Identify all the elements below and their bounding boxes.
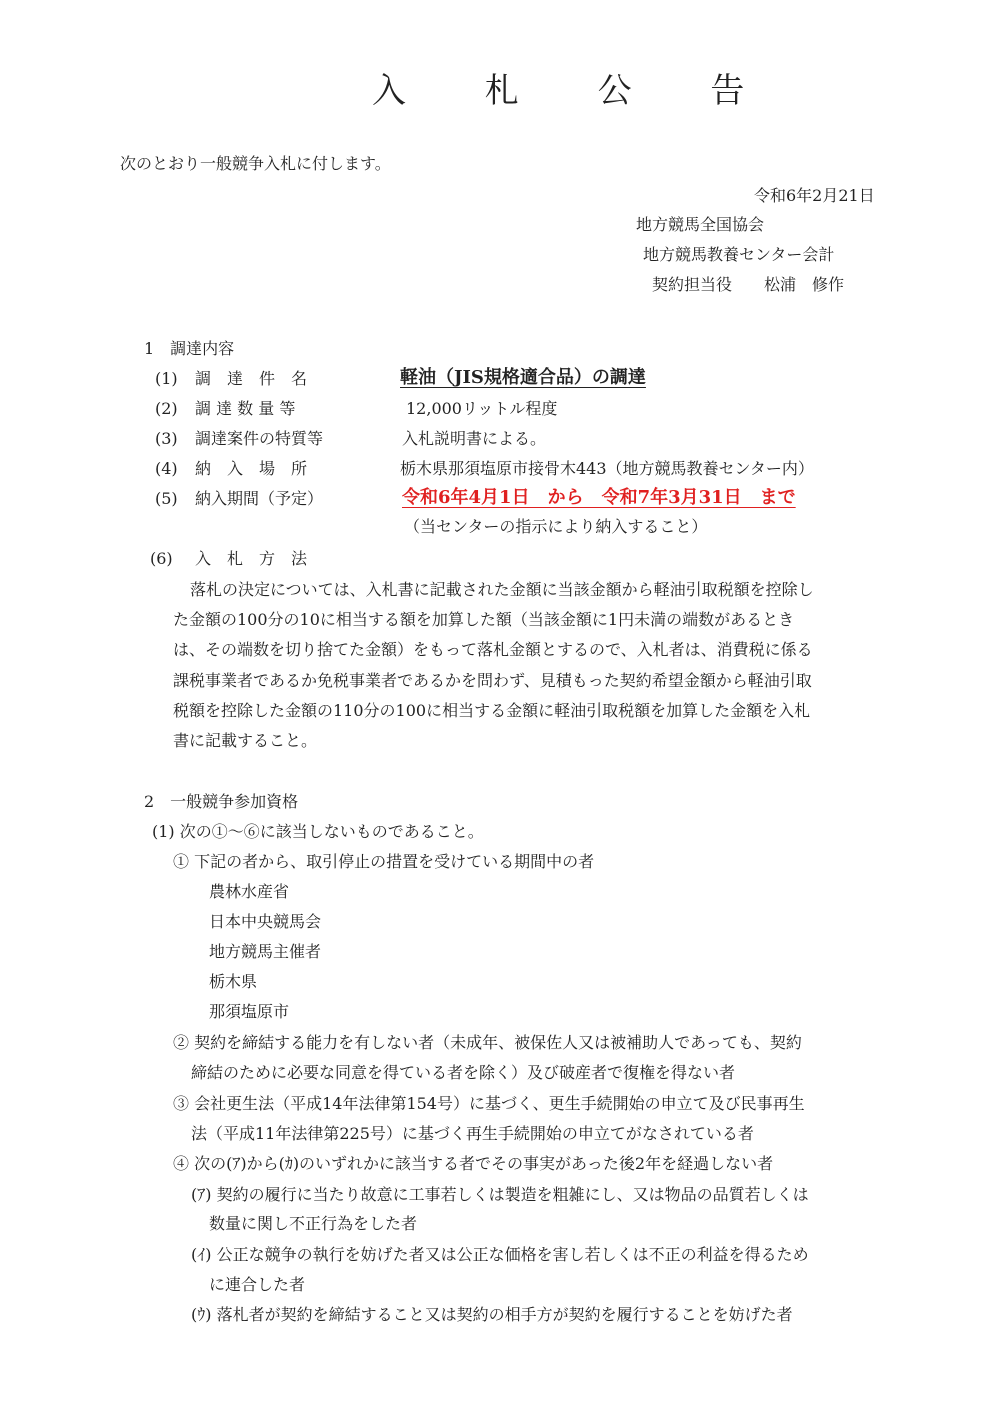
section2-item2-line1: ② 契約を締結する能力を有しない者（未成年、被保佐人又は被補助人であっても、契約 (173, 1033, 802, 1052)
section2-item3-line1: ③ 会社更生法（平成14年法律第154号）に基づく、更生手続開始の申立て及び民事再生 (173, 1094, 805, 1113)
sub-i-line1: (ｲ) 公正な競争の執行を妨げた者又は公正な価格を害し若しくは不正の利益を得るため (191, 1245, 809, 1264)
method-line-3: は、その端数を切り捨てた金額）をもって落札金額とするので、入札者は、消費税に係る (173, 640, 813, 659)
item3-no: (3) (155, 429, 178, 448)
section2-heading: 2 一般競争参加資格 (144, 792, 299, 811)
section2-item4: ④ 次の(ｱ)から(ｶ)のいずれかに該当する者でその事実があった後2年を経過しない者 (173, 1154, 774, 1173)
item1-label: 調 達 件 名 (195, 369, 308, 388)
sub-a-line1: (ｱ) 契約の履行に当たり故意に工事若しくは製造を粗雑にし、又は物品の品質若しくは (191, 1185, 809, 1204)
item1-no: (1) (155, 369, 178, 388)
sub-a-line2: 数量に関し不正行為をした者 (209, 1214, 418, 1233)
item3-label: 調達案件の特質等 (195, 429, 324, 448)
agency-4: 栃木県 (209, 972, 258, 991)
section2-item3-line2: 法（平成11年法律第225号）に基づく再生手続開始の申立てがなされている者 (191, 1124, 754, 1143)
section2-item1: ① 下記の者から、取引停止の措置を受けている期間中の者 (173, 852, 595, 871)
sub-i-line2: に連合した者 (209, 1275, 306, 1294)
item3-value: 入札説明書による。 (402, 429, 547, 448)
period-note: （当センターの指示により納入すること） (404, 517, 708, 536)
issuer-person: 契約担当役 松浦 修作 (652, 275, 845, 294)
item5-value: 令和6年4月1日 から 令和7年3月31日 まで (402, 487, 796, 508)
method-line-2: た金額の100分の10に相当する額を加算した額（当該金額に1円未満の端数があるとき (173, 610, 795, 629)
section1-heading: 1 調達内容 (144, 339, 235, 358)
item4-value: 栃木県那須塩原市接骨木443（地方競馬教養センター内） (400, 459, 814, 478)
item6-no: (6) (150, 549, 173, 568)
method-line-4: 課税事業者であるか免税事業者であるかを問わず、見積もった契約希望金額から軽油引取 (173, 671, 812, 690)
issue-date: 令和6年2月21日 (754, 186, 875, 205)
item5-no: (5) (155, 489, 178, 508)
section2-sub1: (1) 次の①～⑥に該当しないものであること。 (152, 822, 484, 841)
method-line-1: 落札の決定については、入札書に記載された金額に当該金額から軽油引取税額を控除し (190, 580, 814, 599)
sub-u-line: (ｳ) 落札者が契約を締結すること又は契約の相手方が契約を履行することを妨げた者 (191, 1305, 793, 1324)
item2-label: 調 達 数 量 等 (195, 399, 296, 418)
item5-label: 納入期間（予定） (195, 489, 324, 508)
section2-item2-line2: 締結のために必要な同意を得ている者を除く）及び破産者で復権を得ない者 (191, 1063, 736, 1082)
item6-label: 入 札 方 法 (195, 549, 308, 568)
agency-3: 地方競馬主催者 (209, 942, 322, 961)
issuer-dept: 地方競馬教養センター会計 (643, 245, 835, 264)
item4-no: (4) (155, 459, 178, 478)
method-line-6: 書に記載すること。 (173, 731, 318, 750)
intro-text: 次のとおり一般競争入札に付します。 (120, 154, 391, 173)
item2-no: (2) (155, 399, 178, 418)
method-line-5: 税額を控除した金額の110分の100に相当する金額に軽油引取税額を加算した金額を入札 (173, 701, 811, 720)
item2-value: 12,000リットル程度 (406, 399, 558, 418)
issuer-org: 地方競馬全国協会 (636, 215, 765, 234)
item4-label: 納 入 場 所 (195, 459, 308, 478)
page-title: 入 札 公 告 (372, 71, 779, 111)
agency-5: 那須塩原市 (209, 1002, 290, 1021)
item1-value: 軽油（JIS規格適合品）の調達 (400, 367, 646, 388)
agency-1: 農林水産省 (209, 882, 290, 901)
agency-2: 日本中央競馬会 (209, 912, 322, 931)
